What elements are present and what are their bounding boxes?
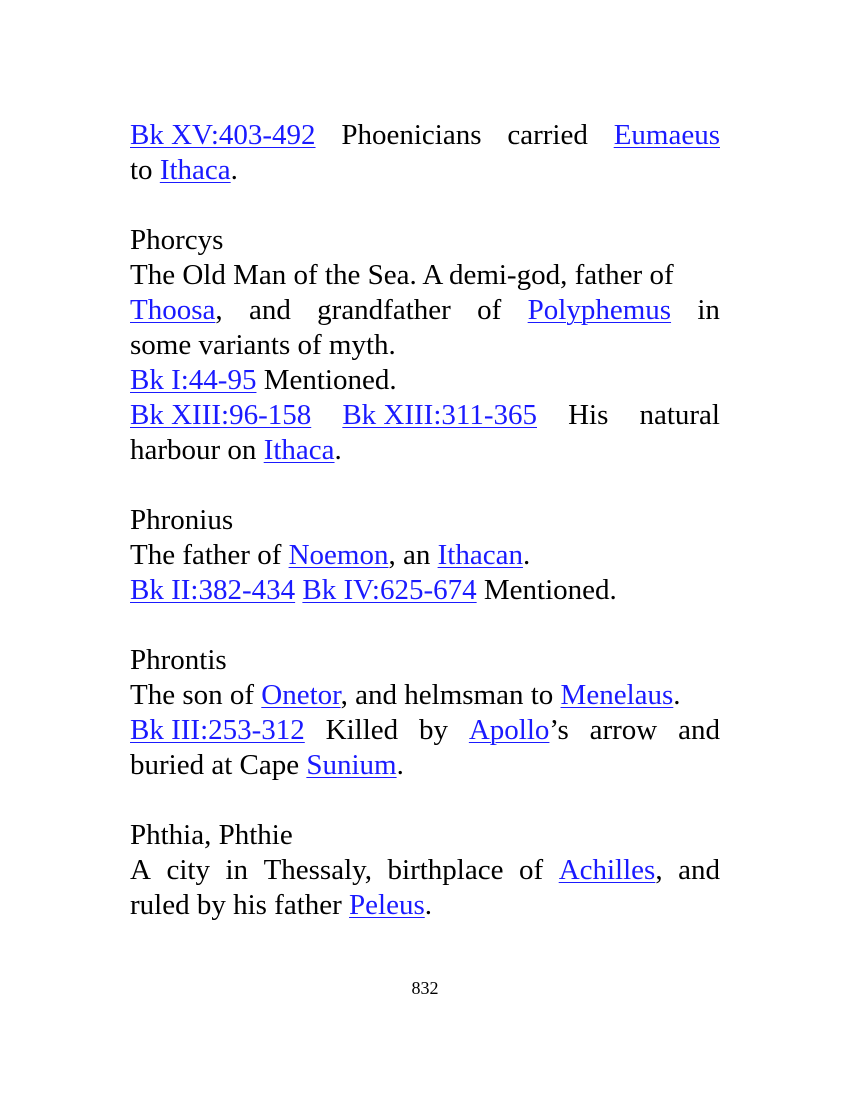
link-achilles[interactable]: Achilles [558, 854, 656, 886]
word: birthplace [387, 854, 504, 886]
page-number: 832 [411, 978, 439, 998]
link-onetor[interactable]: Onetor [261, 679, 341, 711]
entry-line [130, 433, 720, 468]
text: The son of [130, 679, 262, 711]
entry-line [130, 748, 720, 783]
text: The father of [130, 539, 289, 571]
link-sunium[interactable]: Sunium [306, 749, 397, 781]
punct: . [424, 889, 433, 921]
word: carried [507, 119, 588, 151]
link-ithaca[interactable]: Ithaca [263, 434, 335, 466]
link-thoosa[interactable]: Thoosa [130, 294, 216, 326]
word: of [519, 854, 544, 886]
link-bk-xiii-96-158[interactable]: Bk XIII:96-158 [130, 399, 312, 431]
link-ithacan[interactable]: Ithacan [437, 539, 523, 571]
entry-line [130, 363, 720, 398]
link-ithaca[interactable]: Ithaca [159, 154, 231, 186]
text: Mentioned. [256, 364, 397, 396]
word: of [477, 294, 502, 326]
word: grandfather [317, 294, 451, 326]
word: in [225, 854, 249, 886]
word: Phoenicians [341, 119, 482, 151]
link-menelaus[interactable]: Menelaus [560, 679, 674, 711]
text: , and helmsman to [340, 679, 561, 711]
entry-title-phronius: Phronius [130, 504, 234, 536]
link-peleus[interactable]: Peleus [349, 889, 425, 921]
text: buried at Cape [130, 749, 307, 781]
word: arrow [589, 714, 658, 746]
text: ruled by his father [130, 889, 350, 921]
punct: , [655, 854, 663, 886]
link-bk-i-44-95[interactable]: Bk I:44-95 [130, 364, 257, 396]
entry-line [130, 118, 720, 153]
document-page [130, 118, 720, 923]
word: Thessaly, [263, 854, 373, 886]
entry-line [130, 888, 720, 923]
entry-title-phrontis: Phrontis [130, 644, 227, 676]
text: , an [388, 539, 438, 571]
entry-title-phthia: Phthia, Phthie [130, 819, 293, 851]
word: in [697, 294, 720, 326]
entry-title-phorcys: Phorcys [130, 224, 224, 256]
link-bk-iii-253-312[interactable]: Bk III:253-312 [130, 714, 305, 746]
link-bk-xiii-311-365[interactable]: Bk XIII:311-365 [342, 399, 537, 431]
punct: . [334, 434, 342, 466]
link-bk-xv-403-492[interactable]: Bk XV:403-492 [130, 119, 316, 151]
word: A [130, 854, 151, 886]
entry-line: some variants of myth. [130, 329, 396, 361]
entry-line [130, 153, 720, 188]
entry-line [130, 293, 720, 328]
link-bk-iv-625-674[interactable]: Bk IV:625-674 [302, 574, 477, 606]
link-noemon[interactable]: Noemon [288, 539, 389, 571]
entry-line [130, 538, 720, 573]
entry-line [130, 398, 720, 433]
word: and [248, 294, 291, 326]
punct: . [673, 679, 681, 711]
word: by [419, 714, 448, 746]
punct: , [215, 294, 223, 326]
word: natural [639, 399, 720, 431]
punct: . [522, 539, 531, 571]
entry-line: The Old Man of the Sea. A demi-god, father of [130, 259, 674, 291]
word: and [678, 854, 720, 886]
link-apollo[interactable]: Apollo [468, 714, 550, 746]
entry-line [130, 573, 720, 608]
word: city [166, 854, 210, 886]
entry-line [130, 713, 720, 748]
entry-line [130, 853, 720, 888]
entry-line [130, 678, 720, 713]
punct: ’s [549, 714, 569, 746]
word: His [568, 399, 609, 431]
link-polyphemus[interactable]: Polyphemus [527, 294, 672, 326]
text: harbour on [130, 434, 264, 466]
link-eumaeus[interactable]: Eumaeus [613, 119, 720, 151]
punct: . [396, 749, 404, 781]
link-bk-ii-382-434[interactable]: Bk II:382-434 [130, 574, 296, 606]
punct: . [230, 154, 238, 186]
word: to [130, 154, 153, 186]
text: Mentioned. [476, 574, 617, 606]
word: and [678, 714, 720, 746]
word: Killed [325, 714, 399, 746]
